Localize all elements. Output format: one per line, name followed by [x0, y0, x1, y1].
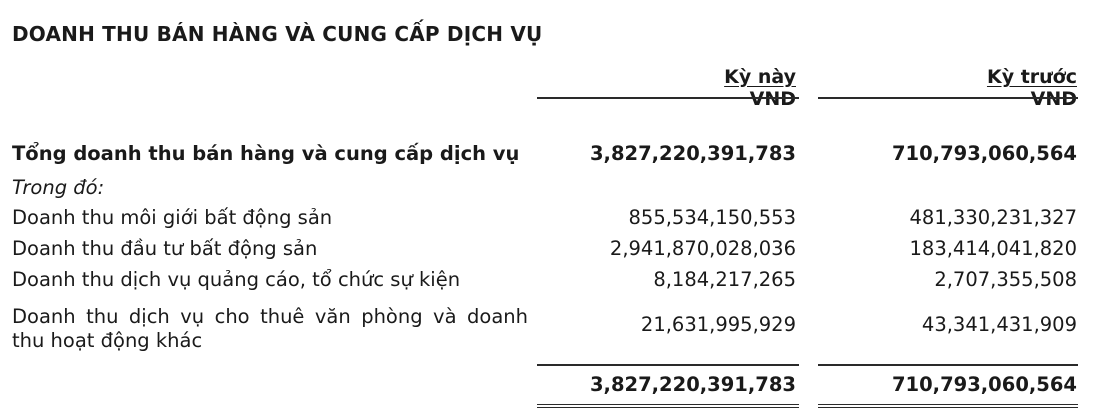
total-value-current: 3,827,220,391,783 [589, 373, 796, 396]
row-label: Doanh thu đầu tư bất động sản [12, 237, 318, 260]
total-value-previous: 710,793,060,564 [891, 373, 1077, 396]
table-row [12, 206, 1077, 232]
row-label: Tổng doanh thu bán hàng và cung cấp dịch vụ [12, 142, 520, 165]
previous-period-header [987, 66, 1077, 110]
row-label: Doanh thu môi giới bất động sản [12, 206, 333, 229]
header-rule-previous [818, 97, 1078, 99]
table-row-grand-total [12, 373, 1077, 399]
section-title: DOANH THU BÁN HÀNG VÀ CUNG CẤP DỊCH VỤ [12, 22, 543, 46]
previous-unit-label: VND [1030, 88, 1077, 110]
row-value-current: 3,827,220,391,783 [589, 142, 796, 165]
total-rule-bottom-previous [818, 404, 1078, 408]
current-unit-label: VND [749, 88, 796, 110]
row-value-previous: 2,707,355,508 [934, 268, 1077, 291]
table-row [12, 237, 1077, 263]
row-label: Trong đó: [12, 176, 105, 199]
row-value-previous: 710,793,060,564 [891, 142, 1077, 165]
total-rule-top-previous [818, 364, 1078, 366]
table-row [12, 268, 1077, 294]
current-period-label: Kỳ này [724, 66, 796, 88]
row-label: Doanh thu dịch vụ cho thuê văn phòng và doanh thu hoạt động khác [12, 305, 528, 352]
row-value-current: 2,941,870,028,036 [609, 237, 796, 260]
table-row-subheading [12, 176, 1077, 202]
row-label: Doanh thu dịch vụ quảng cáo, tổ chức sự kiện [12, 268, 461, 291]
total-rule-top-current [537, 364, 799, 366]
row-value-current: 8,184,217,265 [653, 268, 796, 291]
row-value-current: 21,631,995,929 [640, 313, 796, 336]
row-value-previous: 481,330,231,327 [909, 206, 1077, 229]
row-value-current: 855,534,150,553 [628, 206, 796, 229]
header-rule-current [537, 97, 799, 99]
current-period-header [724, 66, 796, 110]
row-value-previous: 183,414,041,820 [909, 237, 1077, 260]
total-rule-bottom-current [537, 404, 799, 408]
previous-period-label: Kỳ trước [986, 66, 1077, 88]
table-row-total-revenue [12, 142, 1077, 168]
table-row [12, 305, 1077, 357]
row-value-previous: 43,341,431,909 [921, 313, 1077, 336]
